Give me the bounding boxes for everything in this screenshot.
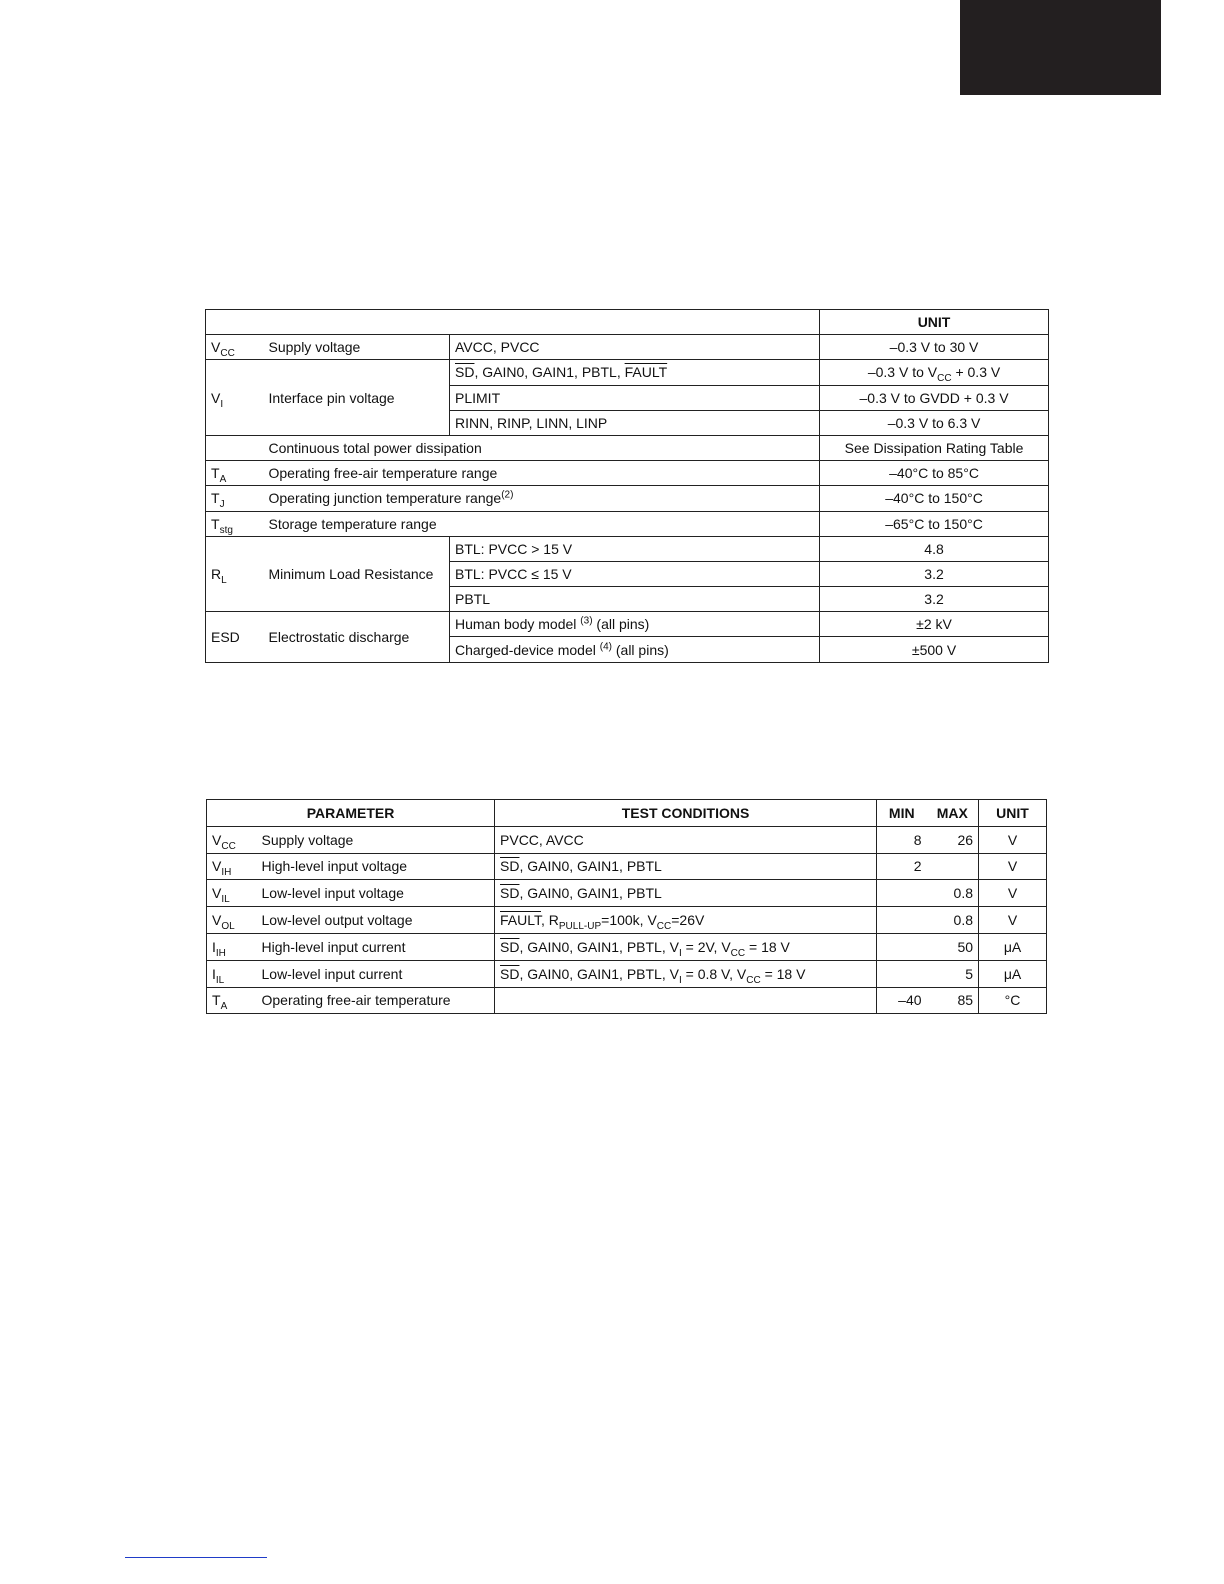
symbol-cell: $V_{IH}$ [207, 853, 257, 880]
condition-cell: $\overline{SD}$, GAIN0, GAIN1, PBTL, $V_I = 2V$, $V_{CC} = 18$ V [495, 933, 877, 960]
unit-cell: ±2 kV [820, 612, 1049, 637]
parameter-cell: Low-level input voltage [257, 880, 495, 907]
unit-cell: μA [979, 960, 1047, 987]
header-min: MIN [877, 800, 927, 827]
condition-cell: Charged-device model $^{(4)}$ (all pins) [450, 637, 820, 662]
table-row [206, 335, 1049, 360]
parameter-cell: Low-level input current [257, 960, 495, 987]
unit-cell: –40°C to 150°C [820, 486, 1049, 511]
max-cell: 0.8 [927, 880, 979, 907]
table-row [207, 826, 1047, 853]
condition-cell: $\overline{SD}$, GAIN0, GAIN1, PBTL [495, 853, 877, 880]
symbol-cell: $V_{CC}$ [207, 826, 257, 853]
max-cell: 5 [927, 960, 979, 987]
symbol-cell: $I_{IL}$ [207, 960, 257, 987]
min-cell [877, 907, 927, 934]
unit-cell: 3.2 [820, 561, 1049, 586]
header-max: MAX [927, 800, 979, 827]
parameter-cell: High-level input voltage [257, 853, 495, 880]
condition-cell: $\overline{SD}$, GAIN0, GAIN1, PBTL, FAULT [450, 360, 820, 385]
parameter-cell: Continuous total power dissipation [264, 435, 820, 460]
absolute-maximum-ratings-table [205, 309, 1049, 663]
table-row [207, 907, 1047, 934]
condition-cell: RINN, RINP, LINN, LINP [450, 410, 820, 435]
symbol-cell [206, 435, 264, 460]
min-cell [877, 880, 927, 907]
table-row [206, 435, 1049, 460]
unit-cell: –0.3 V to 6.3 V [820, 410, 1049, 435]
condition-cell: PBTL [450, 587, 820, 612]
unit-cell: 3.2 [820, 587, 1049, 612]
table-row [207, 853, 1047, 880]
unit-cell: °C [979, 987, 1047, 1014]
symbol-cell: $T_A$ [207, 987, 257, 1014]
symbol-cell: $T_{stg}$ [206, 511, 264, 536]
unit-cell: –40°C to 85°C [820, 461, 1049, 486]
min-cell [877, 960, 927, 987]
table-row [206, 536, 1049, 561]
symbol-cell: $T_A$ [206, 461, 264, 486]
condition-cell [495, 987, 877, 1014]
footnote-ref: (3) [580, 615, 593, 627]
table-row [206, 360, 1049, 385]
header-parameter: PARAMETER [207, 800, 495, 827]
symbol-cell: $V_I$ [206, 360, 264, 436]
symbol-cell: $R_L$ [206, 536, 264, 612]
min-cell: –40 [877, 987, 927, 1014]
parameter-cell: High-level input current [257, 933, 495, 960]
header-unit: UNIT [979, 800, 1047, 827]
footer-link-rule [125, 1557, 267, 1558]
table-row [207, 987, 1047, 1014]
unit-cell: V [979, 826, 1047, 853]
symbol-cell: $I_{IH}$ [207, 933, 257, 960]
symbol-cell: $V_{OL}$ [207, 907, 257, 934]
parameter-cell: Supply voltage [264, 335, 450, 360]
unit-cell: See Dissipation Rating Table [820, 435, 1049, 460]
unit-cell: –0.3 V to $V_{CC} + 0.3$ V [820, 360, 1049, 385]
parameter-cell: Operating free-air temperature [257, 987, 495, 1014]
parameter-cell: Storage temperature range [264, 511, 820, 536]
header-blank-cell [206, 310, 820, 335]
condition-cell: AVCC, PVCC [450, 335, 820, 360]
max-cell: 50 [927, 933, 979, 960]
parameter-cell: Operating free-air temperature range [264, 461, 820, 486]
header-test-conditions: TEST CONDITIONS [495, 800, 877, 827]
unit-cell: –0.3 V to 30 V [820, 335, 1049, 360]
parameter-cell: Interface pin voltage [264, 360, 450, 436]
header-unit: UNIT [820, 310, 1049, 335]
table-row [207, 933, 1047, 960]
min-cell: 2 [877, 853, 927, 880]
symbol-cell: $V_{CC}$ [206, 335, 264, 360]
table-row [206, 461, 1049, 486]
parameter-cell: Electrostatic discharge [264, 612, 450, 662]
recommended-operating-conditions-table [206, 799, 1047, 1014]
unit-cell: ±500 V [820, 637, 1049, 662]
table-row [206, 612, 1049, 637]
condition-cell: $\overline{SD}$, GAIN0, GAIN1, PBTL, $V_I = 0.8$ V, $V_{CC} = 18$ V [495, 960, 877, 987]
unit-cell: μA [979, 933, 1047, 960]
corner-tab-block [960, 0, 1161, 95]
table-row [207, 880, 1047, 907]
parameter-cell: Low-level output voltage [257, 907, 495, 934]
parameter-cell: Minimum Load Resistance [264, 536, 450, 612]
condition-cell: BTL: PVCC ≤ 15 V [450, 561, 820, 586]
max-cell [927, 853, 979, 880]
symbol-cell: ESD [206, 612, 264, 662]
symbol-cell: $T_J$ [206, 486, 264, 511]
unit-cell: –0.3 V to GVDD + 0.3 V [820, 385, 1049, 410]
min-cell: 8 [877, 826, 927, 853]
footnote-ref: (4) [599, 640, 612, 652]
table-header-row [206, 310, 1049, 335]
unit-cell: V [979, 880, 1047, 907]
footnote-ref: (2) [501, 489, 514, 501]
condition-cell: PLIMIT [450, 385, 820, 410]
unit-cell: V [979, 853, 1047, 880]
table-row [206, 486, 1049, 511]
max-cell: 85 [927, 987, 979, 1014]
max-cell: 0.8 [927, 907, 979, 934]
unit-cell: –65°C to 150°C [820, 511, 1049, 536]
min-cell [877, 933, 927, 960]
unit-cell: V [979, 907, 1047, 934]
parameter-cell: Supply voltage [257, 826, 495, 853]
parameter-cell: Operating junction temperature range$^{(2)}$ [264, 486, 820, 511]
condition-cell: FAULT, $R_{PULL-UP}=100k$, $V_{CC}=26V$ [495, 907, 877, 934]
condition-cell: Human body model $^{(3)}$ (all pins) [450, 612, 820, 637]
condition-cell: PVCC, AVCC [495, 826, 877, 853]
condition-cell: $\overline{SD}$, GAIN0, GAIN1, PBTL [495, 880, 877, 907]
table-header-row [207, 800, 1047, 827]
table-row [207, 960, 1047, 987]
condition-cell: BTL: PVCC > 15 V [450, 536, 820, 561]
table-row [206, 511, 1049, 536]
max-cell: 26 [927, 826, 979, 853]
symbol-cell: $V_{IL}$ [207, 880, 257, 907]
unit-cell: 4.8 [820, 536, 1049, 561]
